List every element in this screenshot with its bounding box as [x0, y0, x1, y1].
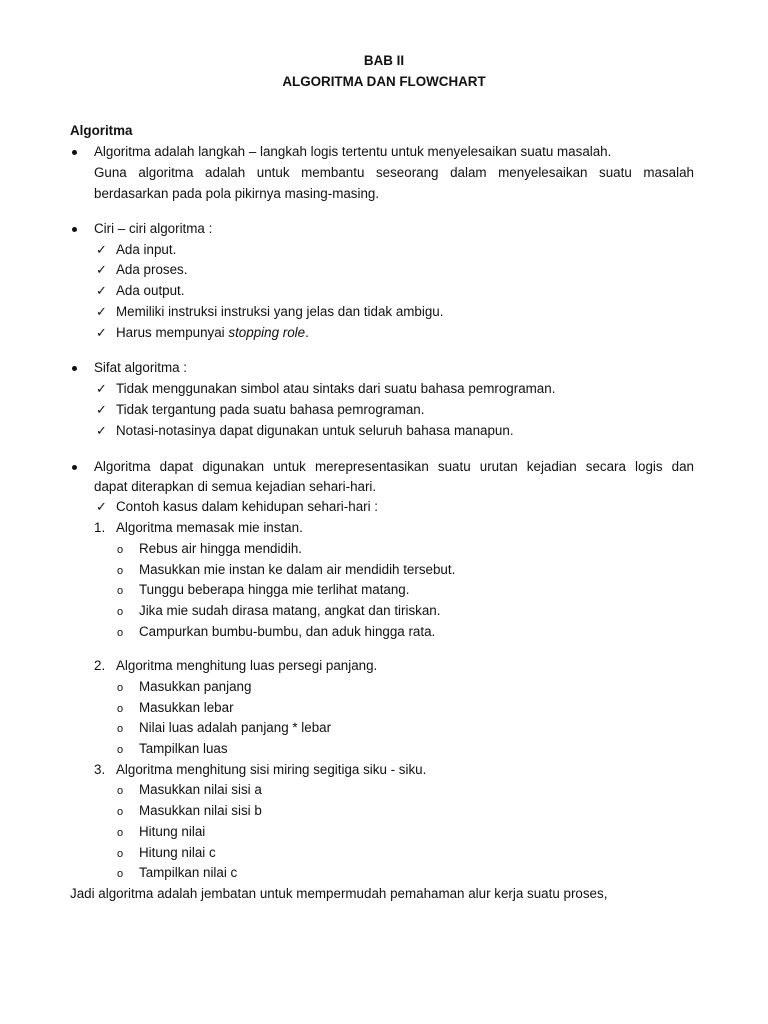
circle-bullet-icon: o — [117, 627, 124, 639]
example-step: Nilai luas adalah panjang * lebar — [139, 720, 332, 735]
example-number: 3. — [94, 762, 106, 777]
sifat-item: Tidak menggunakan simbol atau sintaks dari suatu bahasa pemrograman. — [116, 381, 556, 396]
check-icon: ✓ — [96, 325, 107, 340]
example-step: Masukkan nilai sisi a — [139, 782, 262, 797]
ciri-heading: Ciri – ciri algoritma : — [94, 221, 213, 236]
circle-bullet-icon: o — [117, 585, 124, 597]
definition-line: Algoritma adalah langkah – langkah logis tertentu untuk menyelesaikan suatu masalah. — [94, 144, 612, 159]
definition-paragraph-line2: berdasarkan pada pola pikirnya masing-masing. — [94, 186, 380, 201]
check-icon: ✓ — [96, 242, 107, 257]
ciri-last-italic: stopping role — [228, 325, 306, 340]
circle-bullet-icon: o — [117, 703, 124, 715]
circle-bullet-icon: o — [117, 606, 124, 618]
bullet-dot — [72, 227, 77, 232]
circle-bullet-icon: o — [117, 544, 124, 556]
ciri-last-prefix: Harus mempunyai — [116, 325, 229, 340]
definition-paragraph-line1: Guna algoritma adalah untuk membantu seseorang dalam menyelesaikan suatu masalah — [94, 165, 694, 180]
check-icon: ✓ — [96, 304, 107, 319]
circle-bullet-icon: o — [117, 827, 124, 839]
check-icon: ✓ — [96, 402, 107, 417]
example-title: Algoritma menghitung luas persegi panjang. — [116, 658, 378, 673]
sifat-heading: Sifat algoritma : — [94, 360, 188, 375]
check-icon: ✓ — [96, 262, 107, 277]
ciri-item: Ada output. — [116, 283, 185, 298]
ciri-item: Memiliki instruksi instruksi yang jelas dan tidak ambigu. — [116, 304, 444, 319]
sifat-item: Tidak tergantung pada suatu bahasa pemrograman. — [116, 402, 425, 417]
example-title: Algoritma memasak mie instan. — [116, 520, 303, 535]
example-title: Algoritma menghitung sisi miring segitiga siku - siku. — [116, 762, 427, 777]
circle-bullet-icon: o — [117, 806, 124, 818]
check-icon: ✓ — [96, 381, 107, 396]
sifat-item: Notasi-notasinya dapat digunakan untuk seluruh bahasa manapun. — [116, 423, 514, 438]
check-icon: ✓ — [96, 283, 107, 298]
circle-bullet-icon: o — [117, 744, 124, 756]
circle-bullet-icon: o — [117, 785, 124, 797]
circle-bullet-icon: o — [117, 868, 124, 880]
example-step: Tampilkan luas — [139, 741, 228, 756]
example-step: Masukkan lebar — [139, 700, 234, 715]
circle-bullet-icon: o — [117, 565, 124, 577]
bullet-dot — [72, 150, 77, 155]
example-step: Jika mie sudah dirasa matang, angkat dan tiriskan. — [139, 603, 441, 618]
circle-bullet-icon: o — [117, 848, 124, 860]
check-icon: ✓ — [96, 423, 107, 438]
circle-bullet-icon: o — [117, 682, 124, 694]
example-step: Campurkan bumbu-bumbu, dan aduk hingga rata. — [139, 624, 436, 639]
circle-bullet-icon: o — [117, 723, 124, 735]
usage-line2: dapat diterapkan di semua kejadian sehari-hari. — [94, 479, 377, 494]
example-step: Hitung nilai c — [139, 845, 216, 860]
conclusion: Jadi algoritma adalah jembatan untuk mempermudah pemahaman alur kerja suatu proses, — [70, 886, 608, 901]
example-step: Tampilkan nilai c — [139, 865, 238, 880]
check-icon: ✓ — [96, 499, 107, 514]
example-step: Hitung nilai — [139, 824, 206, 839]
example-step: Masukkan mie instan ke dalam air mendidih tersebut. — [139, 562, 456, 577]
ciri-item: Ada input. — [116, 242, 177, 257]
ciri-item: Ada proses. — [116, 262, 188, 277]
examples-heading: Contoh kasus dalam kehidupan sehari-hari : — [116, 499, 379, 514]
section-title: Algoritma — [70, 123, 133, 138]
example-step: Rebus air hingga mendidih. — [139, 541, 303, 556]
bullet-dot — [72, 366, 77, 371]
example-number: 1. — [94, 520, 106, 535]
example-step: Tunggu beberapa hingga mie terlihat matang. — [139, 582, 410, 597]
chapter-title: ALGORITMA DAN FLOWCHART — [282, 74, 486, 89]
example-step: Masukkan nilai sisi b — [139, 803, 262, 818]
bullet-dot — [72, 465, 77, 470]
example-number: 2. — [94, 658, 106, 673]
chapter-heading: BAB II — [363, 53, 405, 68]
ciri-item-last — [116, 325, 309, 341]
usage-line1: Algoritma dapat digunakan untuk merepresentasikan suatu urutan kejadian secara logis dan — [94, 459, 694, 474]
ciri-last-suffix: . — [305, 325, 309, 340]
example-step: Masukkan panjang — [139, 679, 252, 694]
